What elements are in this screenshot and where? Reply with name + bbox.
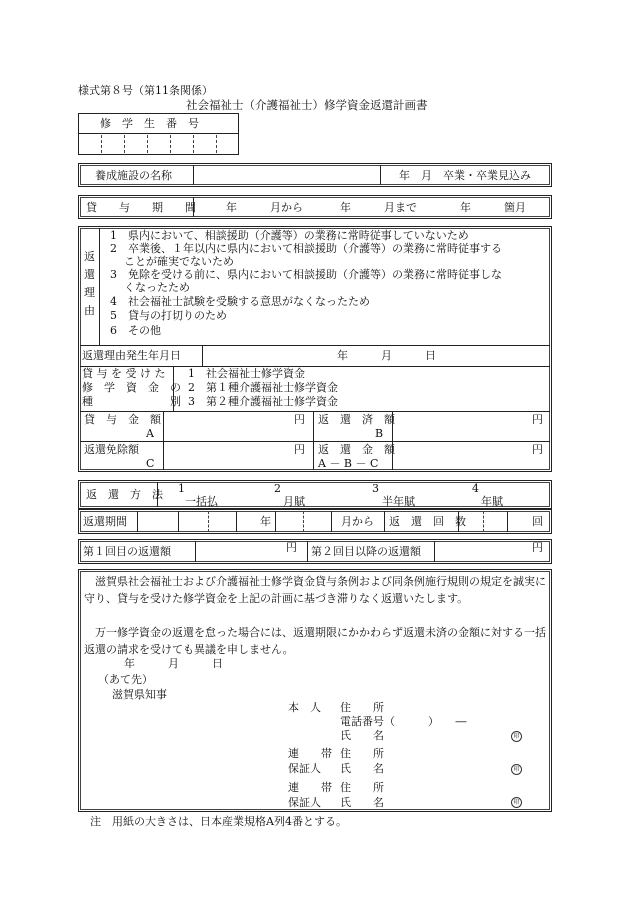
period-label: 返還期間 bbox=[83, 515, 127, 528]
reason-item-6: 6 その他 bbox=[110, 324, 161, 337]
graduation-status: 年 月 卒業・卒業見込み bbox=[399, 169, 531, 182]
repay-count-times: 回 bbox=[532, 515, 543, 528]
student-number-label: 修 学 生 番 号 bbox=[100, 117, 199, 130]
repay-amount-yen: 円 bbox=[532, 443, 543, 456]
method-option-4-num: 4 bbox=[472, 482, 479, 495]
repaid-yen: 円 bbox=[532, 413, 543, 426]
principal-phone-label: 電話番号（ ） ― bbox=[340, 715, 467, 728]
document-title: 社会福祉士（介護福祉士）修学資金返還計画書 bbox=[186, 98, 428, 112]
first-installment-yen: 円 bbox=[286, 541, 297, 554]
guarantor1-label: 保証人 bbox=[288, 762, 321, 775]
loan-period-months: 年 箇月 bbox=[460, 201, 526, 214]
method-label: 返 還 方 法 bbox=[86, 488, 163, 501]
fund-type-label-1: 貸 与 を 受 け た bbox=[82, 367, 166, 380]
pledge-paragraph-1: 滋賀県社会福祉士および介護福祉士修学資金貸与条例および同条例施行規則の規定を誠実に守り、貸与を受けた修学資金を上記の計画に基づき滞りなく返還いたします。 bbox=[84, 575, 546, 605]
fund-type-option-2: 2 第１種介護福祉士修学資金 bbox=[188, 381, 338, 394]
reason-item-2: 2 卒業後、１年以内に県内において相談援助（介護等）の業務に常時従事する bbox=[110, 242, 502, 255]
repay-count-label: 返 還 回 数 bbox=[389, 515, 466, 528]
repay-amount-label: 返 還 金 額 bbox=[318, 443, 395, 456]
fund-type-label-2: 修 学 資 金 の bbox=[82, 381, 181, 394]
fund-type-option-1: 1 社会福祉士修学資金 bbox=[188, 367, 305, 380]
loan-amount-yen: 円 bbox=[294, 413, 305, 426]
method-option-3-label: 半年賦 bbox=[382, 495, 415, 508]
method-option-4-label: 年賦 bbox=[481, 495, 503, 508]
facility-label: 養成施設の名称 bbox=[95, 169, 172, 182]
later-installment-label: 第２回目以降の返還額 bbox=[311, 545, 421, 558]
loan-period-from: 年 月から bbox=[226, 201, 303, 214]
repaid-letter: B bbox=[375, 427, 384, 440]
first-installment-label: 第１回目の返還額 bbox=[83, 545, 171, 558]
guarantor2-joint-label: 連 帯 bbox=[288, 781, 332, 794]
loan-period-to: 年 月まで bbox=[340, 201, 417, 214]
loan-period-label: 貸 与 期 間 bbox=[86, 201, 196, 214]
guarantor2-address-label: 住 所 bbox=[340, 781, 384, 794]
reason-date-label: 返還理由発生年月日 bbox=[82, 349, 181, 362]
reason-label-4: 由 bbox=[84, 304, 95, 317]
guarantor1-joint-label: 連 帯 bbox=[288, 747, 332, 760]
method-option-3-num: 3 bbox=[372, 482, 379, 495]
reason-item-4: 4 社会福祉士試験を受験する意思がなくなったため bbox=[110, 295, 370, 308]
guarantor2-label: 保証人 bbox=[288, 796, 321, 809]
reason-label-1: 返 bbox=[84, 250, 95, 263]
method-option-1-num: 1 bbox=[178, 482, 185, 495]
reason-date-value: 年 月 日 bbox=[337, 349, 436, 362]
fund-type-label-3: 種 別 bbox=[82, 395, 181, 408]
reason-item-5: 5 貸与の打切りのため bbox=[110, 309, 227, 322]
seal-mark-icon: 印 bbox=[511, 731, 522, 742]
addressee: （あて先） bbox=[98, 673, 153, 686]
repaid-label: 返 還 済 額 bbox=[318, 413, 395, 426]
guarantor2-name-label: 氏 名 bbox=[340, 796, 384, 809]
guarantor1-address-label: 住 所 bbox=[340, 747, 384, 760]
exempt-letter: C bbox=[146, 457, 155, 470]
reason-label-3: 理 bbox=[84, 286, 95, 299]
loan-amount-label: 貸 与 金 額 bbox=[84, 413, 161, 426]
method-option-2-label: 月賦 bbox=[283, 495, 305, 508]
fund-type-option-3: 3 第２種介護福祉士修学資金 bbox=[188, 395, 338, 408]
reason-item-1: 1 県内において、相談援助（介護等）の業務に常時従事していないため bbox=[110, 229, 469, 242]
reason-item-3-cont: くなったため bbox=[124, 281, 190, 294]
exempt-yen: 円 bbox=[294, 443, 305, 456]
period-month-from: 月から bbox=[341, 515, 374, 528]
principal-label: 本 人 bbox=[288, 701, 321, 714]
reason-item-2-cont: ことが確実でないため bbox=[124, 255, 234, 268]
seal-mark-icon: 印 bbox=[511, 764, 522, 775]
principal-name-label: 氏 名 bbox=[340, 729, 384, 742]
reason-item-3: 3 免除を受ける前に、県内において相談援助（介護等）の業務に常時従事しな bbox=[110, 268, 502, 281]
later-installment-yen: 円 bbox=[532, 541, 543, 554]
repay-amount-formula: A － B － C bbox=[318, 457, 379, 470]
period-year: 年 bbox=[260, 515, 271, 528]
form-number: 様式第８号（第11条関係） bbox=[78, 84, 213, 97]
exempt-label: 返還免除額 bbox=[84, 443, 139, 456]
seal-mark-icon: 印 bbox=[511, 797, 522, 808]
principal-address-label: 住 所 bbox=[340, 701, 384, 714]
method-option-2-num: 2 bbox=[274, 482, 281, 495]
loan-amount-letter: A bbox=[146, 427, 154, 440]
reason-label-2: 還 bbox=[84, 268, 95, 281]
governor: 滋賀県知事 bbox=[112, 688, 167, 701]
pledge-date: 年 月 日 bbox=[124, 657, 223, 670]
footnote: 注 用紙の大きさは、日本産業規格A列4番とする。 bbox=[90, 815, 347, 828]
method-option-1-label: 一括払 bbox=[185, 495, 218, 508]
pledge-paragraph-2: 万一修学資金の返還を怠った場合には、返還期限にかかわらず返還未済の金額に対する一括返還の請求を受けても異議を申しません。 bbox=[84, 626, 546, 656]
guarantor1-name-label: 氏 名 bbox=[340, 762, 384, 775]
